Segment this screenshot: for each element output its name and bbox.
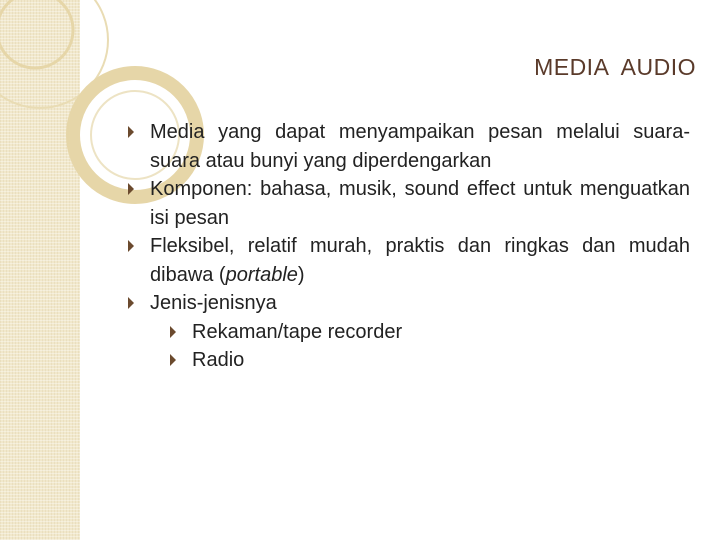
- triangle-right-icon: [128, 126, 134, 138]
- bullet-text: Komponen: bahasa, musik, sound effect untuk menguatkan isi pesan: [150, 178, 690, 229]
- bullet-text-end: ): [297, 263, 305, 286]
- triangle-right-icon: [128, 240, 134, 252]
- bullet-text-start: Fleksibel, relatif murah, praktis dan ringkas dan mudah dibawa (: [150, 235, 690, 286]
- sub-bullet-item: [170, 318, 690, 347]
- sub-bullet-text: Rekaman/tape recorder: [192, 320, 403, 343]
- bullet-text: [150, 235, 690, 286]
- sub-bullet-item: [170, 346, 690, 375]
- bullet-item: [128, 118, 690, 175]
- slide-title: MEDIA AUDIO: [534, 54, 696, 80]
- sub-bullet-text: Radio: [192, 349, 245, 371]
- bullet-text-italic: portable: [225, 263, 298, 286]
- bullet-list: [128, 118, 690, 375]
- bullet-text: Jenis-jenisnya: [150, 292, 277, 314]
- bullet-item: [128, 175, 690, 232]
- triangle-right-icon: [128, 183, 134, 195]
- bullet-text: Media yang dapat menyampaikan pesan melalui suara-suara atau bunyi yang diperdengarkan: [150, 121, 690, 172]
- triangle-right-icon: [170, 326, 176, 338]
- bullet-item: [128, 232, 690, 289]
- triangle-right-icon: [128, 297, 134, 309]
- bullet-item: [128, 289, 690, 318]
- triangle-right-icon: [170, 354, 176, 366]
